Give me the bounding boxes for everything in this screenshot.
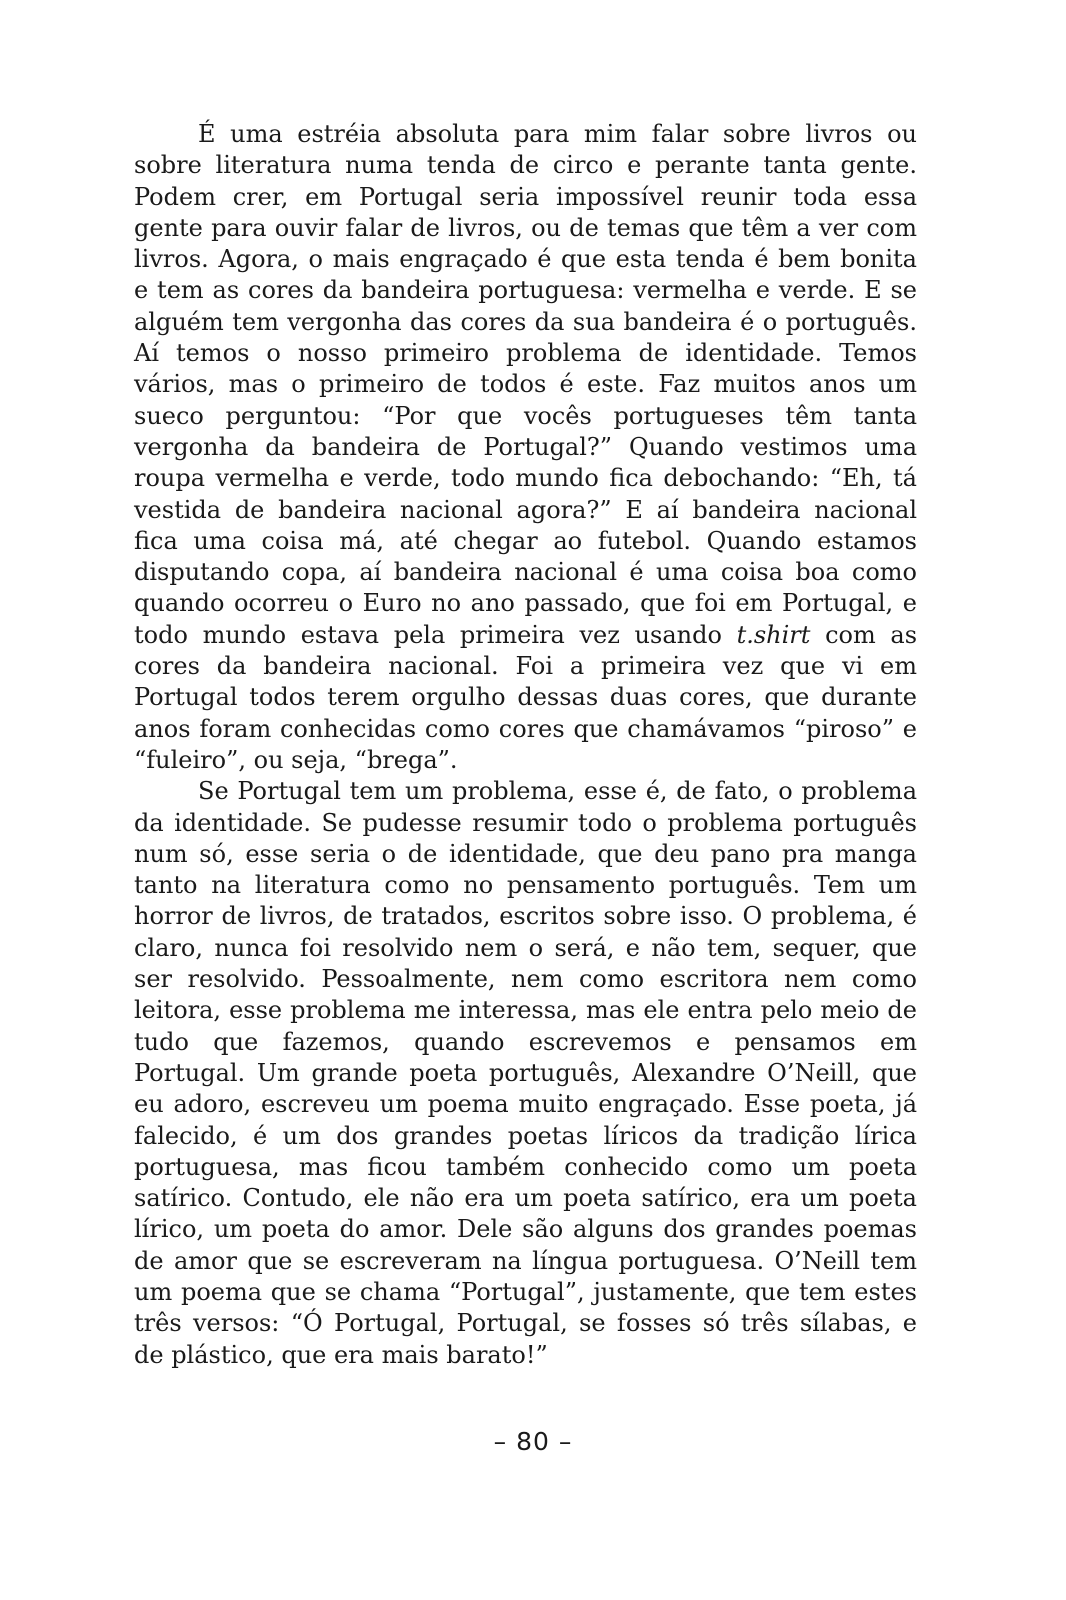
body-text [134, 119, 917, 1371]
paragraph-2: Se Portugal tem um problema, esse é, de fato, o problema da identidade. Se pudesse resumir todo o problema português num só, esse seria o de identidade, que deu pano pra manga tanto na literatura como no pensamento português. Tem um horror de livros, de tratados, escritos sobre isso. O problema, é claro, nunca foi resolvido nem o será, e não tem, sequer, que ser resolvido. Pessoalmente, nem como escritora nem como leitora, esse problema me interessa, mas ele entra pelo meio de tudo que fazemos, quando escrevemos e pensamos em Portugal. Um grande poeta português, Alexandre O’Neill, que eu adoro, escreveu um poema muito engraçado. Esse poeta, já falecido, é um dos grandes poetas líricos da tradição lírica portuguesa, mas ficou também conhecido como um poeta satírico. Contudo, ele não era um poeta satírico, era um poeta lírico, um poeta do amor. Dele são alguns dos grandes poemas de amor que se escreveram na língua portuguesa. O’Neill tem um poema que se chama “Portugal”, justamente, que tem estes três versos: “Ó Portugal, Portugal, se fosses só três sílabas, e de plástico, que era mais barato!” [134, 777, 917, 1369]
paragraph-1 [134, 119, 917, 776]
paragraph-1-text-end: com as cores da bandeira nacional. Foi a primeira vez que vi em Portugal todos terem orgulho dessas duas cores, que durante anos foram conhecidas como cores que chamávamos “piroso” e “fuleiro”, ou seja, “brega”. [134, 620, 918, 774]
italic-term: t.shirt [736, 620, 811, 649]
paragraph-1-text-start: É uma estréia absoluta para mim falar sobre livros ou sobre literatura numa tenda de circo e perante tanta gente. Podem crer, em Portugal seria impossível reunir toda essa gente para ouvir falar de livros, ou de temas que têm a ver com livros. Agora, o mais engraçado é que esta tenda é bem bonita e tem as cores da bandeira portuguesa: vermelha e verde. E se alguém tem vergonha das cores da sua bandeira é o português. Aí temos o nosso primeiro problema de identidade. Temos vários, mas o primeiro de todos é este. Faz muitos anos um sueco perguntou: “Por que vocês portugueses têm tanta vergonha da bandeira de Portugal?” Quando vestimos uma roupa vermelha e verde, todo mundo fica debochando: “Eh, tá vestida de bandeira nacional agora?” E aí bandeira nacional fica uma coisa má, até chegar ao futebol. Quando estamos disputando copa, aí bandeira nacional é uma coisa boa como quando ocorreu o Euro no ano passado, que foi em Portugal, e todo mundo estava pela primeira vez usando [134, 120, 917, 649]
page-number: – 80 – [493, 1427, 573, 1456]
